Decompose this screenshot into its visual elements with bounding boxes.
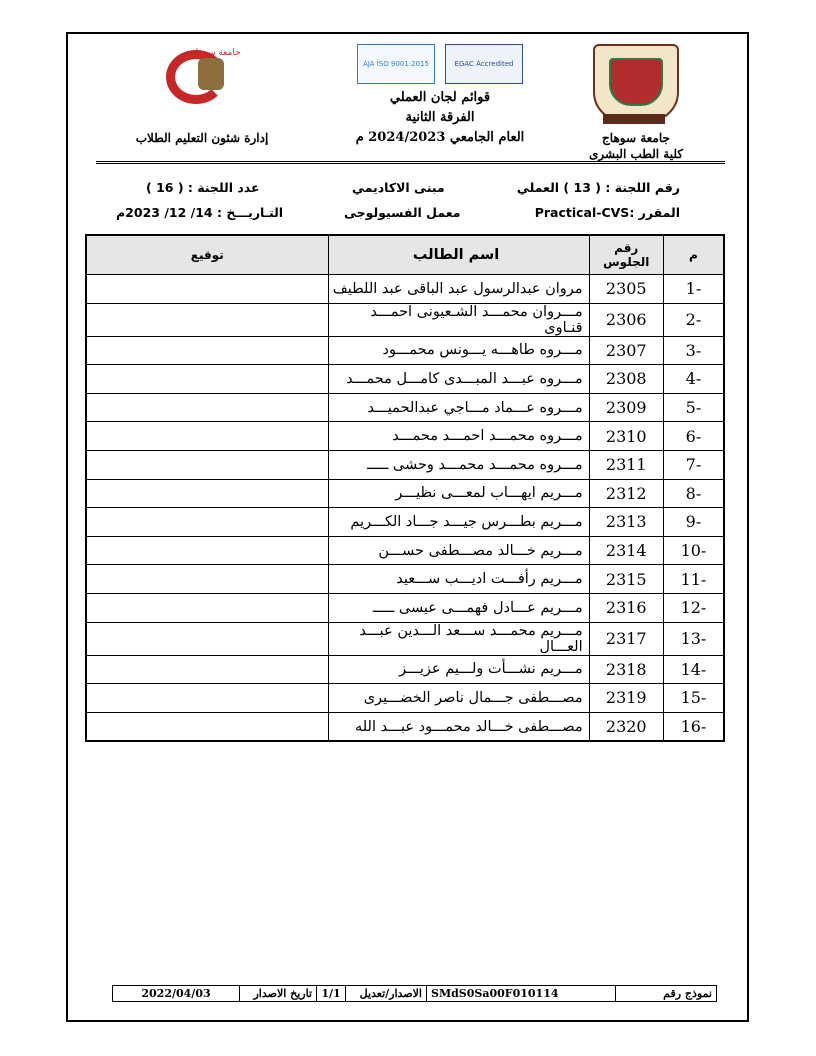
row-index: 12- <box>663 593 724 622</box>
department-name: إدارة شئون التعليم الطلاب <box>135 131 269 145</box>
row-student-name: مـــريم نشـــأت ولـــيم عزيـــز <box>328 655 589 684</box>
table-row <box>86 479 724 508</box>
form-code: SMdS0Sa00F010114 <box>427 986 616 1002</box>
row-seat-number: 2316 <box>589 593 663 622</box>
row-seat-number: 2311 <box>589 450 663 479</box>
table-row <box>86 655 724 684</box>
course-name: المقرر :Practical-CVS <box>534 205 680 220</box>
egac-cert-logo-icon: EGAC Accredited <box>445 44 523 84</box>
row-signature-cell <box>86 622 328 655</box>
edition-value: 1/1 <box>317 986 346 1002</box>
row-seat-number: 2317 <box>589 622 663 655</box>
exam-date: التـاريـــخ : 14/ 12/ 2023م <box>116 205 284 220</box>
row-seat-number: 2307 <box>589 336 663 365</box>
academic-year: العام الجامعي 2024/2023 م <box>355 130 525 145</box>
table-header-row <box>86 235 724 275</box>
page-title: قوائم لجان العملي <box>389 90 491 105</box>
issue-date-value: 2022/04/03 <box>113 986 240 1002</box>
year-level: الفرقة الثانية <box>405 110 475 125</box>
university-name: جامعة سوهاج <box>602 131 670 145</box>
row-student-name: مـــريم بطـــرس جيـــد جـــاد الكـــريم <box>328 508 589 537</box>
row-signature-cell <box>86 593 328 622</box>
row-signature-cell <box>86 684 328 713</box>
row-index: 4- <box>663 365 724 394</box>
row-index: 8- <box>663 479 724 508</box>
table-row <box>86 303 724 336</box>
row-signature-cell <box>86 508 328 537</box>
row-index: 1- <box>663 275 724 304</box>
table-row <box>86 536 724 565</box>
row-seat-number: 2315 <box>589 565 663 594</box>
row-seat-number: 2313 <box>589 508 663 537</box>
row-signature-cell <box>86 450 328 479</box>
row-seat-number: 2305 <box>589 275 663 304</box>
department-header <box>112 44 292 148</box>
row-index: 7- <box>663 450 724 479</box>
table-row <box>86 622 724 655</box>
row-student-name: مـــروان محمـــد الشـعيونى احمـــد قنـاوى <box>328 303 589 336</box>
row-student-name: مـــروه عـــماد مـــاجي عبدالحميـــد <box>328 393 589 422</box>
row-index: 11- <box>663 565 724 594</box>
row-index: 16- <box>663 712 724 741</box>
row-seat-number: 2320 <box>589 712 663 741</box>
row-signature-cell <box>86 365 328 394</box>
row-index: 14- <box>663 655 724 684</box>
table-row <box>86 565 724 594</box>
row-seat-number: 2310 <box>589 422 663 451</box>
row-signature-cell <box>86 393 328 422</box>
row-signature-cell <box>86 479 328 508</box>
table-row <box>86 365 724 394</box>
row-seat-number: 2319 <box>589 684 663 713</box>
table-row <box>86 593 724 622</box>
center-header <box>330 44 550 148</box>
row-student-name: مروان عبدالرسول عبد الباقى عبد اللطيف <box>328 275 589 304</box>
table-row <box>86 450 724 479</box>
university-hospital-logo-icon: جامعة سوهاج <box>156 44 248 106</box>
row-student-name: مـــريم عـــادل فهمـــى عيسى ـــــ <box>328 593 589 622</box>
edition-label: الاصدار/تعديل <box>346 986 427 1002</box>
row-seat-number: 2308 <box>589 365 663 394</box>
lab-name: معمل الفسيولوجى <box>344 205 461 220</box>
table-row <box>86 393 724 422</box>
row-index: 3- <box>663 336 724 365</box>
row-student-name: مـــروه محمـــد احمـــد محمـــد <box>328 422 589 451</box>
faculty-header <box>566 44 706 162</box>
table-row <box>86 508 724 537</box>
row-signature-cell <box>86 336 328 365</box>
building-name: مبنى الاكاديمي <box>352 180 445 195</box>
committee-count: عدد اللجنة : ( 16 ) <box>146 180 260 195</box>
row-seat-number: 2312 <box>589 479 663 508</box>
iso-cert-logo-icon: AJA ISO 9001:2015 <box>357 44 435 84</box>
row-signature-cell <box>86 422 328 451</box>
table-row <box>86 712 724 741</box>
committee-number: رقم اللجنة : ( 13 ) العملي <box>516 180 680 195</box>
table-row <box>86 336 724 365</box>
row-index: 6- <box>663 422 724 451</box>
row-student-name: مـــريم خـــالد مصـــطفى حســـن <box>328 536 589 565</box>
row-student-name: مـــريم رأفـــت اديـــب ســـعيد <box>328 565 589 594</box>
header-seat-number: رقم الجلوس <box>589 235 663 275</box>
row-student-name: مصـــطفى جـــمال ناصر الخضـــيرى <box>328 684 589 713</box>
table-row <box>86 275 724 304</box>
students-table <box>85 234 725 742</box>
row-seat-number: 2309 <box>589 393 663 422</box>
row-index: 10- <box>663 536 724 565</box>
row-seat-number: 2314 <box>589 536 663 565</box>
row-student-name: مـــروه محمـــد محمـــد وحشى ـــــ <box>328 450 589 479</box>
row-student-name: مـــروه عبـــد المبـــدى كامـــل محمـــد <box>328 365 589 394</box>
row-student-name: مـــروه طاهـــه يـــونس محمـــود <box>328 336 589 365</box>
row-index: 5- <box>663 393 724 422</box>
row-signature-cell <box>86 565 328 594</box>
row-student-name: مـــريم محمـــد ســـعد الـــدين عبـــد العـــال <box>328 622 589 655</box>
row-seat-number: 2306 <box>589 303 663 336</box>
row-signature-cell <box>86 712 328 741</box>
faculty-logo-icon <box>593 44 679 122</box>
row-signature-cell <box>86 275 328 304</box>
row-signature-cell <box>86 536 328 565</box>
header-student-name: اسم الطالب <box>328 235 589 275</box>
row-signature-cell <box>86 655 328 684</box>
header-divider <box>96 161 725 164</box>
header-signature: توقيع <box>86 235 328 275</box>
row-index: 13- <box>663 622 724 655</box>
form-footer <box>112 985 717 1002</box>
row-index: 2- <box>663 303 724 336</box>
row-seat-number: 2318 <box>589 655 663 684</box>
header-index: م <box>663 235 724 275</box>
issue-date-label: تاريخ الاصدار <box>240 986 317 1002</box>
faculty-name: كلية الطب البشرى <box>588 147 684 161</box>
row-student-name: مـــريم ايهـــاب لمعـــى نظيـــر <box>328 479 589 508</box>
row-index: 15- <box>663 684 724 713</box>
form-number-label: نموذج رقم <box>616 986 717 1002</box>
row-index: 9- <box>663 508 724 537</box>
row-signature-cell <box>86 303 328 336</box>
table-row <box>86 422 724 451</box>
row-student-name: مصـــطفى خـــالد محمـــود عبـــد الله <box>328 712 589 741</box>
table-row <box>86 684 724 713</box>
